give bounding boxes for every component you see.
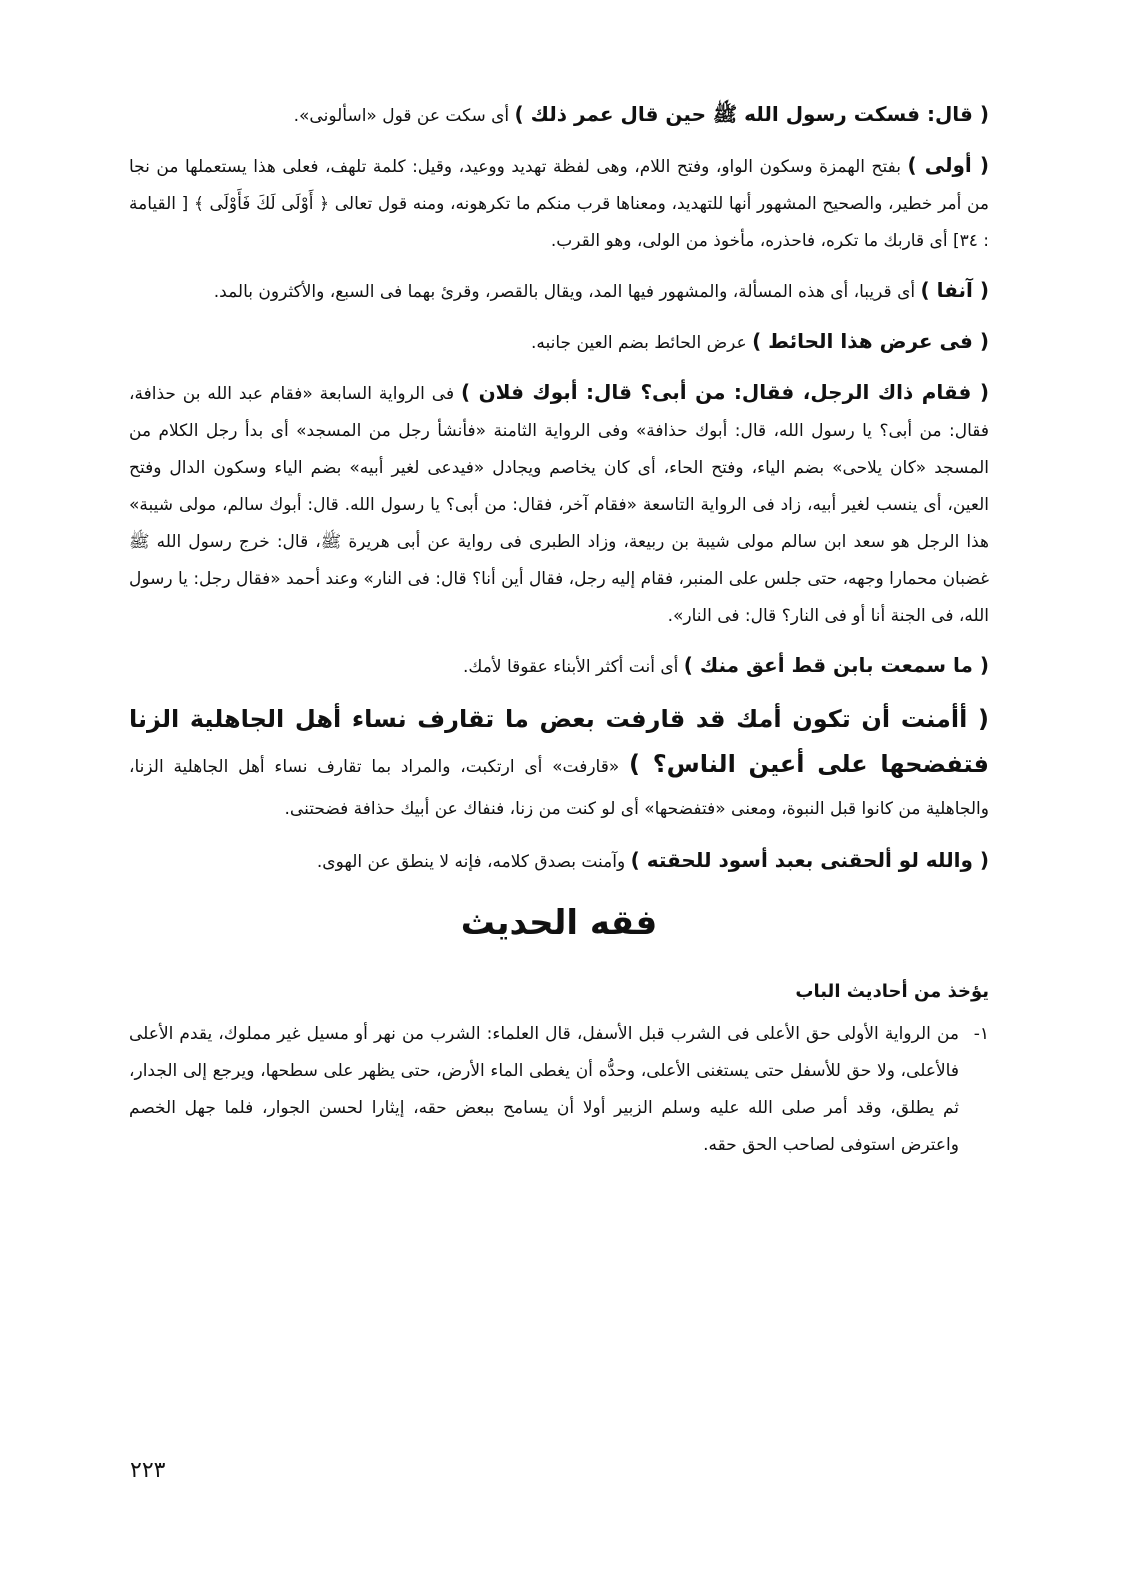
page-number: ٢٢٣ <box>130 1458 166 1483</box>
paragraph-3 <box>129 272 989 311</box>
explanation: عرض الحائط بضم العين جانبه. <box>531 333 753 353</box>
list-item-number: ١- <box>973 1024 989 1044</box>
explanation: أى أنت أكثر الأبناء عقوقا لأمك. <box>463 657 684 677</box>
bold-phrase: ( آنفا ) <box>920 278 989 302</box>
bold-phrase: ( والله لو ألحقنى بعبد أسود للحقته ) <box>630 848 989 872</box>
paragraph-5 <box>129 374 989 635</box>
explanation: أى قريبا، أى هذه المسألة، والمشهور فيها المد، ويقال بالقصر، وقرئ بهما فى السبع، والأكثرون بالمد. <box>213 282 921 302</box>
bold-phrase: ( ما سمعت بابن قط أعق منك ) <box>683 653 989 677</box>
subsection-title: يؤخذ من أحاديث الباب <box>795 981 989 1002</box>
bold-phrase: ( أأمنت أن تكون أمك قد قارفت بعض ما تقارف نساء أهل الجاهلية الزنا فتفضحها على أعين الناس؟ ) <box>129 705 990 778</box>
list-item <box>129 1016 989 1164</box>
paragraph-6 <box>129 647 989 686</box>
list-item-text: من الرواية الأولى حق الأعلى فى الشرب قبل الأسفل، قال العلماء: الشرب من نهر أو مسيل غير مملوك، يقدم الأعلى فالأعلى، ولا حق للأسفل حتى يستغنى الأعلى، وحدُّه أن يغطى الماء الأرض، حتى يظهر على سطحها، ويرجع إلى الجدار، ثم يطلق، وقد أمر صلى الله عليه وسلم الزبير أولا أن يسامح ببعض حقه، إيثارا لحسن الجوار، فلما جهل الخصم واعترض استوفى لصاحب الحق حقه. <box>129 1024 959 1155</box>
bold-phrase: ( أولى ) <box>907 153 989 177</box>
paragraph-8 <box>129 842 989 881</box>
explanation: فى الرواية السابعة «فقام عبد الله بن حذافة، فقال: من أبى؟ يا رسول الله، قال: أبوك حذافة» وفى الرواية الثامنة «فأنشأ رجل من المسجد» أى بدأ رجل الكلام من المسجد «كان يلاحى» بضم الياء، وفتح الحاء، أى كان يخاصم ويجادل «فيدعى لغير أبيه» بضم الياء وسكون الدال وفتح العين، أى ينسب لغير أبيه، زاد فى الرواية التاسعة «فقام آخر، فقال: من أبى؟ يا رسول الله. قال: أبوك سالم، مولى شيبة» هذا الرجل هو سعد ابن سالم مولى شيبة بن ربيعة، وزاد الطبرى فى رواية عن أبى هريرة ﷺ، قال: خرج رسول الله ﷺ غضبان محمارا وجهه، حتى جلس على المنبر، فقام إليه رجل، فقال أين أنا؟ قال: فى النار» وعند أحمد «فقال رجل: يا رسول الله، فى الجنة أنا أو فى النار؟ قال: فى النار». <box>129 384 989 626</box>
explanation: وآمنت بصدق كلامه، فإنه لا ينطق عن الهوى. <box>316 852 631 872</box>
explanation: أى سكت عن قول «اسألونى». <box>293 106 515 126</box>
paragraph-2 <box>129 147 989 260</box>
explanation: بفتح الهمزة وسكون الواو، وفتح اللام، وهى لفظة تهديد ووعيد، وقيل: كلمة تلهف، فعلى هذا يستعملها من نجا من أمر خطير، والصحيح المشهور أنها للتهديد، ومعناها قرب منكم ما تكرهونه، ومنه قول تعالى ﴿ أَوْلَى لَكَ فَأَوْلَى ﴾ [ القيامة : ٣٤] أى قاربك ما تكره، فاحذره، مأخوذ من الولى، وهو القرب. <box>129 157 989 251</box>
paragraph-7 <box>129 698 989 830</box>
paragraph-4 <box>129 323 989 362</box>
page-body <box>129 96 989 1164</box>
explanation: «قارفت» أى ارتكبت، والمراد بما تقارف نساء أهل الجاهلية الزنا، والجاهلية من كانوا قبل النبوة، ومعنى «فتفضحها» أى لو كنت من زنا، فنفاك عن أبيك حذافة فضحتنى. <box>129 757 989 819</box>
section-title: فقه الحديث <box>460 903 658 943</box>
bold-phrase: ( قال: فسكت رسول الله ﷺ حين قال عمر ذلك ) <box>514 102 989 126</box>
bold-phrase: ( فى عرض هذا الحائط ) <box>752 329 989 353</box>
bold-phrase: ( فقام ذاك الرجل، فقال: من أبى؟ قال: أبوك فلان ) <box>460 380 989 404</box>
paragraph-1 <box>129 96 989 135</box>
